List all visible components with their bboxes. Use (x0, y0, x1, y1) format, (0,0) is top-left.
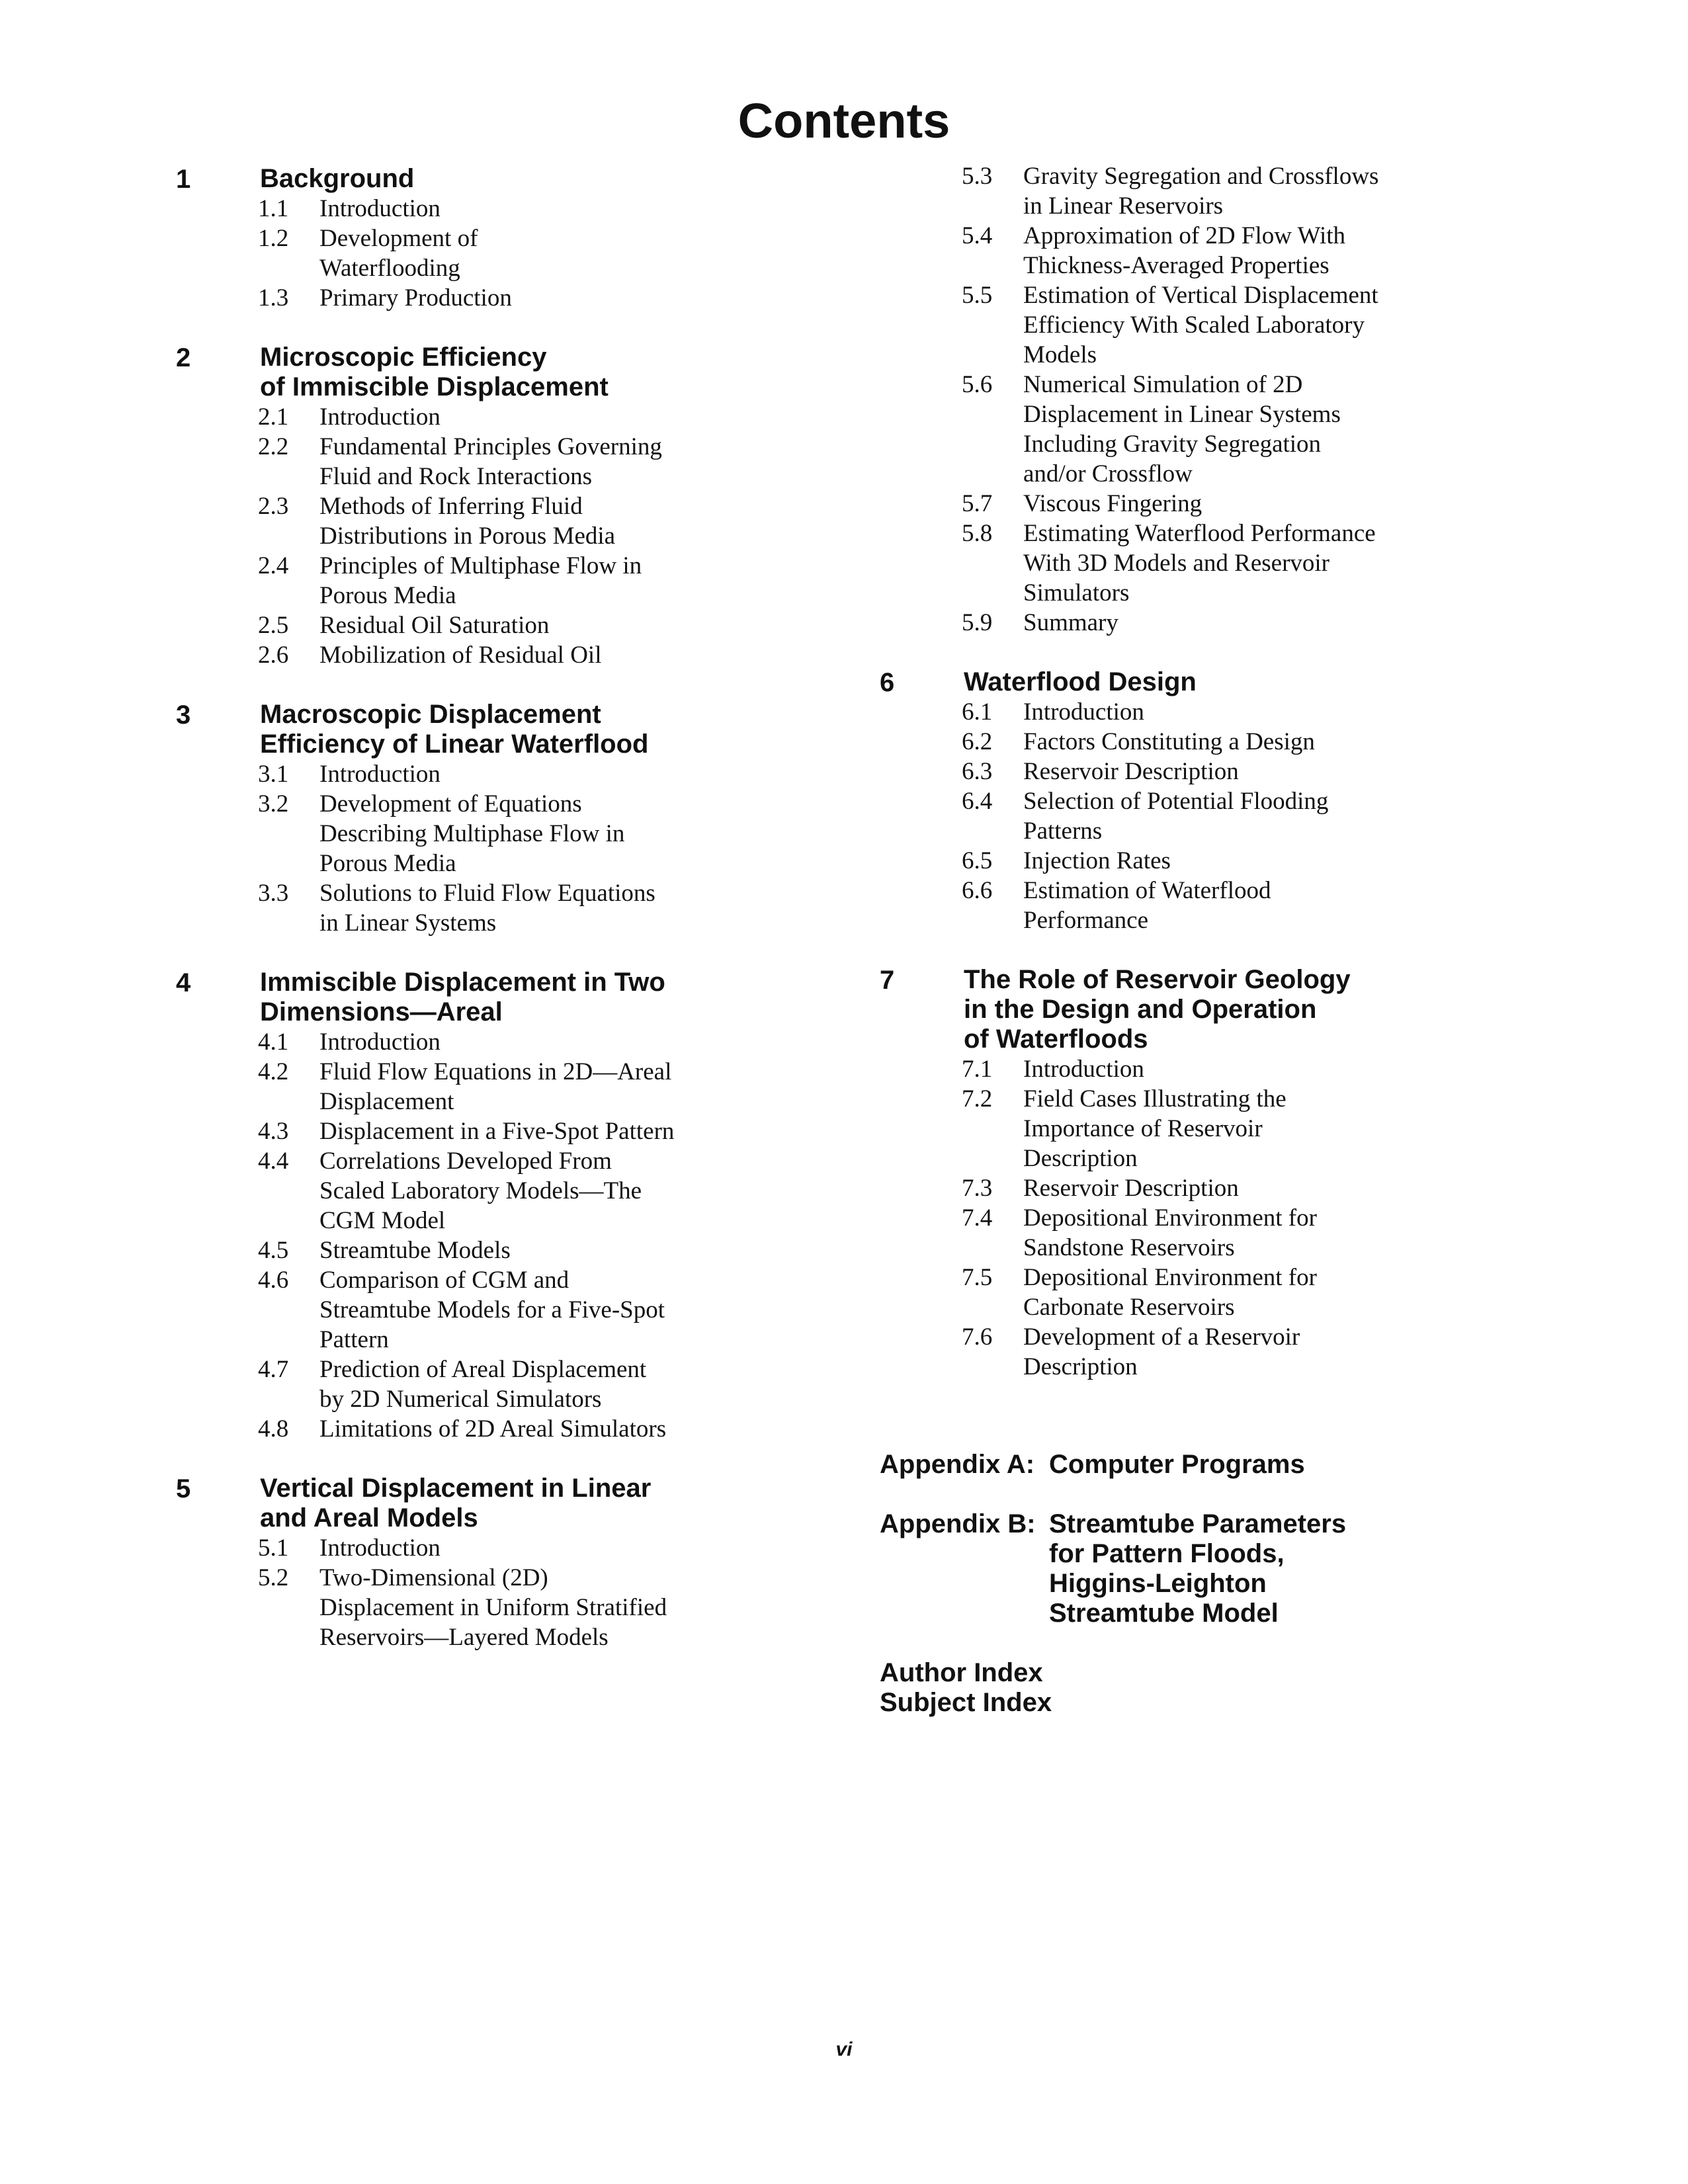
section-number: 4.6 (258, 1267, 289, 1294)
index-entry: Subject Index (880, 1688, 1052, 1717)
section-title: Introduction (319, 403, 441, 431)
section-entry (176, 640, 837, 670)
chapter-number: 3 (176, 700, 191, 730)
section-number: 2.6 (258, 642, 289, 669)
section-title: Summary (1023, 609, 1118, 636)
right-column (880, 161, 1541, 1718)
section-title: Depositional Environment for Carbonate Reservoirs (1023, 1264, 1317, 1321)
appendix-list (880, 1450, 1541, 1628)
section-number: 5.1 (258, 1534, 289, 1562)
appendix-title: Computer Programs (1049, 1450, 1305, 1479)
chapter-1 (176, 164, 837, 313)
section-entry (176, 402, 837, 432)
section-number: 2.3 (258, 493, 289, 520)
section-entry (176, 491, 837, 551)
chapter-number: 6 (880, 668, 895, 697)
section-entry (176, 1265, 837, 1355)
section-entry (880, 161, 1541, 221)
section-title: Approximation of 2D Flow With Thickness-Averaged Properties (1023, 222, 1346, 279)
chapter-title: Waterflood Design (964, 667, 1197, 696)
section-number: 4.3 (258, 1118, 289, 1145)
page-title: Contents (738, 93, 950, 148)
section-entry (880, 280, 1541, 370)
section-entry (176, 1414, 837, 1444)
section-number: 4.1 (258, 1029, 289, 1056)
index-list (880, 1658, 1541, 1718)
section-entry (880, 221, 1541, 280)
section-entry (880, 697, 1541, 727)
section-number: 4.4 (258, 1148, 289, 1175)
section-title: Introduction (319, 1534, 441, 1562)
section-number: 3.2 (258, 790, 289, 818)
section-title: Methods of Inferring Fluid Distributions in Porous Media (319, 493, 616, 550)
section-title: Development of Equations Describing Multiphase Flow in Porous Media (319, 790, 625, 877)
section-number: 2.1 (258, 403, 289, 431)
section-entry (880, 1203, 1541, 1263)
page-number: vi (835, 2038, 853, 2060)
section-title: Limitations of 2D Areal Simulators (319, 1415, 667, 1443)
section-title: Reservoir Description (1023, 758, 1239, 785)
section-title: Residual Oil Saturation (319, 612, 550, 639)
section-number: 1.2 (258, 225, 289, 252)
section-title: Streamtube Models (319, 1237, 511, 1264)
section-entry (880, 519, 1541, 608)
section-number: 5.3 (962, 163, 993, 190)
section-title: Mobilization of Residual Oil (319, 642, 602, 669)
section-title: Reservoir Description (1023, 1175, 1239, 1202)
section-entry (176, 432, 837, 491)
section-number: 5.2 (258, 1564, 289, 1591)
chapter-title: Immiscible Displacement in Two Dimensions—Areal (260, 968, 665, 1027)
appendix-label: Appendix B: (880, 1509, 1036, 1538)
appendix-entry (880, 1450, 1541, 1480)
section-title: Fluid Flow Equations in 2D—Areal Displacement (319, 1058, 672, 1115)
section-entry (176, 610, 837, 640)
section-title: Estimation of Vertical Displacement Efficiency With Scaled Laboratory Models (1023, 282, 1378, 368)
section-title: Primary Production (319, 284, 512, 312)
section-entry (880, 1084, 1541, 1173)
section-title: Prediction of Areal Displacement by 2D Numerical Simulators (319, 1356, 647, 1413)
section-number: 1.3 (258, 284, 289, 312)
section-entry (176, 1146, 837, 1236)
chapter-number: 2 (176, 343, 191, 372)
chapter-2 (176, 343, 837, 670)
chapter-5 (176, 1474, 837, 1652)
section-title: Correlations Developed From Scaled Laboratory Models—The CGM Model (319, 1148, 642, 1234)
section-entry (176, 1533, 837, 1563)
section-entry (176, 1563, 837, 1652)
chapter-6 (880, 667, 1541, 935)
section-number: 7.5 (962, 1264, 993, 1291)
section-number: 5.9 (962, 609, 993, 636)
section-title: Gravity Segregation and Crossflows in Linear Reservoirs (1023, 163, 1379, 220)
section-number: 5.4 (962, 222, 993, 249)
section-entry (176, 759, 837, 789)
section-entry (880, 489, 1541, 519)
section-entry (880, 846, 1541, 876)
chapter-title: Microscopic Efficiency of Immiscible Displacement (260, 343, 609, 401)
section-title: Injection Rates (1023, 847, 1171, 874)
chapter-title: Macroscopic Displacement Efficiency of Linear Waterflood (260, 700, 649, 759)
section-entry (176, 194, 837, 224)
section-entry (176, 1355, 837, 1414)
section-title: Displacement in a Five-Spot Pattern (319, 1118, 675, 1145)
section-entry (880, 876, 1541, 935)
section-number: 7.3 (962, 1175, 993, 1202)
section-number: 3.1 (258, 761, 289, 788)
section-title: Depositional Environment for Sandstone Reservoirs (1023, 1204, 1317, 1261)
chapter-title: Background (260, 164, 415, 193)
section-title: Comparison of CGM and Streamtube Models for a Five-Spot Pattern (319, 1267, 665, 1353)
section-entry (880, 1173, 1541, 1203)
chapter-7 (880, 965, 1541, 1382)
section-title: Field Cases Illustrating the Importance of Reservoir Description (1023, 1085, 1287, 1172)
section-title: Selection of Potential Flooding Patterns (1023, 788, 1329, 845)
appendix-entry (880, 1509, 1541, 1628)
continued-sections (880, 161, 1541, 638)
section-number: 6.2 (962, 728, 993, 755)
section-number: 7.1 (962, 1056, 993, 1083)
section-number: 2.5 (258, 612, 289, 639)
index-entry: Author Index (880, 1658, 1043, 1687)
section-title: Development of Waterflooding (319, 225, 478, 282)
section-title: Estimation of Waterflood Performance (1023, 877, 1271, 934)
section-number: 5.8 (962, 520, 993, 547)
section-title: Fundamental Principles Governing Fluid and Rock Interactions (319, 433, 662, 490)
appendix-label: Appendix A: (880, 1450, 1035, 1479)
section-title: Factors Constituting a Design (1023, 728, 1315, 755)
section-number: 4.2 (258, 1058, 289, 1085)
left-column (176, 164, 837, 1682)
section-number: 7.6 (962, 1323, 993, 1351)
section-number: 4.5 (258, 1237, 289, 1264)
section-entry (176, 224, 837, 283)
section-entry (176, 283, 837, 313)
section-title: Principles of Multiphase Flow in Porous Media (319, 552, 642, 609)
section-title: Numerical Simulation of 2D Displacement in Linear Systems Including Gravity Segregation and/or Crossflow (1023, 371, 1341, 487)
chapter-title: The Role of Reservoir Geology in the Design and Operation of Waterfloods (964, 965, 1351, 1054)
chapter-title: Vertical Displacement in Linear and Areal Models (260, 1474, 652, 1533)
appendix-title: Streamtube Parameters for Pattern Floods, Higgins-Leighton Streamtube Model (1049, 1509, 1347, 1628)
chapter-number: 1 (176, 165, 191, 194)
section-number: 5.6 (962, 371, 993, 398)
section-entry (880, 1263, 1541, 1322)
section-title: Introduction (319, 761, 441, 788)
section-number: 4.7 (258, 1356, 289, 1383)
section-entry (176, 1027, 837, 1057)
section-number: 3.3 (258, 880, 289, 907)
section-title: Two-Dimensional (2D) Displacement in Uniform Stratified Reservoirs—Layered Models (319, 1564, 667, 1651)
section-entry (176, 1236, 837, 1265)
chapter-number: 4 (176, 968, 191, 997)
section-number: 5.5 (962, 282, 993, 309)
chapter-number: 5 (176, 1474, 191, 1503)
section-number: 4.8 (258, 1415, 289, 1443)
section-entry (176, 789, 837, 878)
chapter-number: 7 (880, 966, 895, 995)
chapter-4 (176, 968, 837, 1444)
section-title: Introduction (1023, 698, 1144, 726)
section-number: 7.4 (962, 1204, 993, 1232)
right-chapters (880, 667, 1541, 1382)
section-entry (880, 727, 1541, 757)
section-title: Estimating Waterflood Performance With 3D Models and Reservoir Simulators (1023, 520, 1376, 607)
section-title: Introduction (1023, 1056, 1144, 1083)
chapter-3 (176, 700, 837, 938)
section-number: 6.6 (962, 877, 993, 904)
section-title: Introduction (319, 195, 441, 222)
section-entry (880, 608, 1541, 638)
section-entry (880, 1322, 1541, 1382)
section-entry (176, 1057, 837, 1116)
section-number: 6.5 (962, 847, 993, 874)
section-entry (176, 551, 837, 610)
section-entry (880, 757, 1541, 786)
section-title: Introduction (319, 1029, 441, 1056)
section-entry (880, 786, 1541, 846)
section-number: 6.3 (962, 758, 993, 785)
section-number: 1.1 (258, 195, 289, 222)
section-number: 5.7 (962, 490, 993, 517)
section-entry (880, 370, 1541, 489)
section-title: Solutions to Fluid Flow Equations in Linear Systems (319, 880, 655, 937)
section-number: 2.4 (258, 552, 289, 579)
section-number: 6.1 (962, 698, 993, 726)
section-number: 7.2 (962, 1085, 993, 1113)
section-title: Viscous Fingering (1023, 490, 1203, 517)
section-entry (880, 1054, 1541, 1084)
section-entry (176, 1116, 837, 1146)
section-entry (176, 878, 837, 938)
section-number: 6.4 (962, 788, 993, 815)
section-number: 2.2 (258, 433, 289, 460)
section-title: Development of a Reservoir Description (1023, 1323, 1300, 1380)
